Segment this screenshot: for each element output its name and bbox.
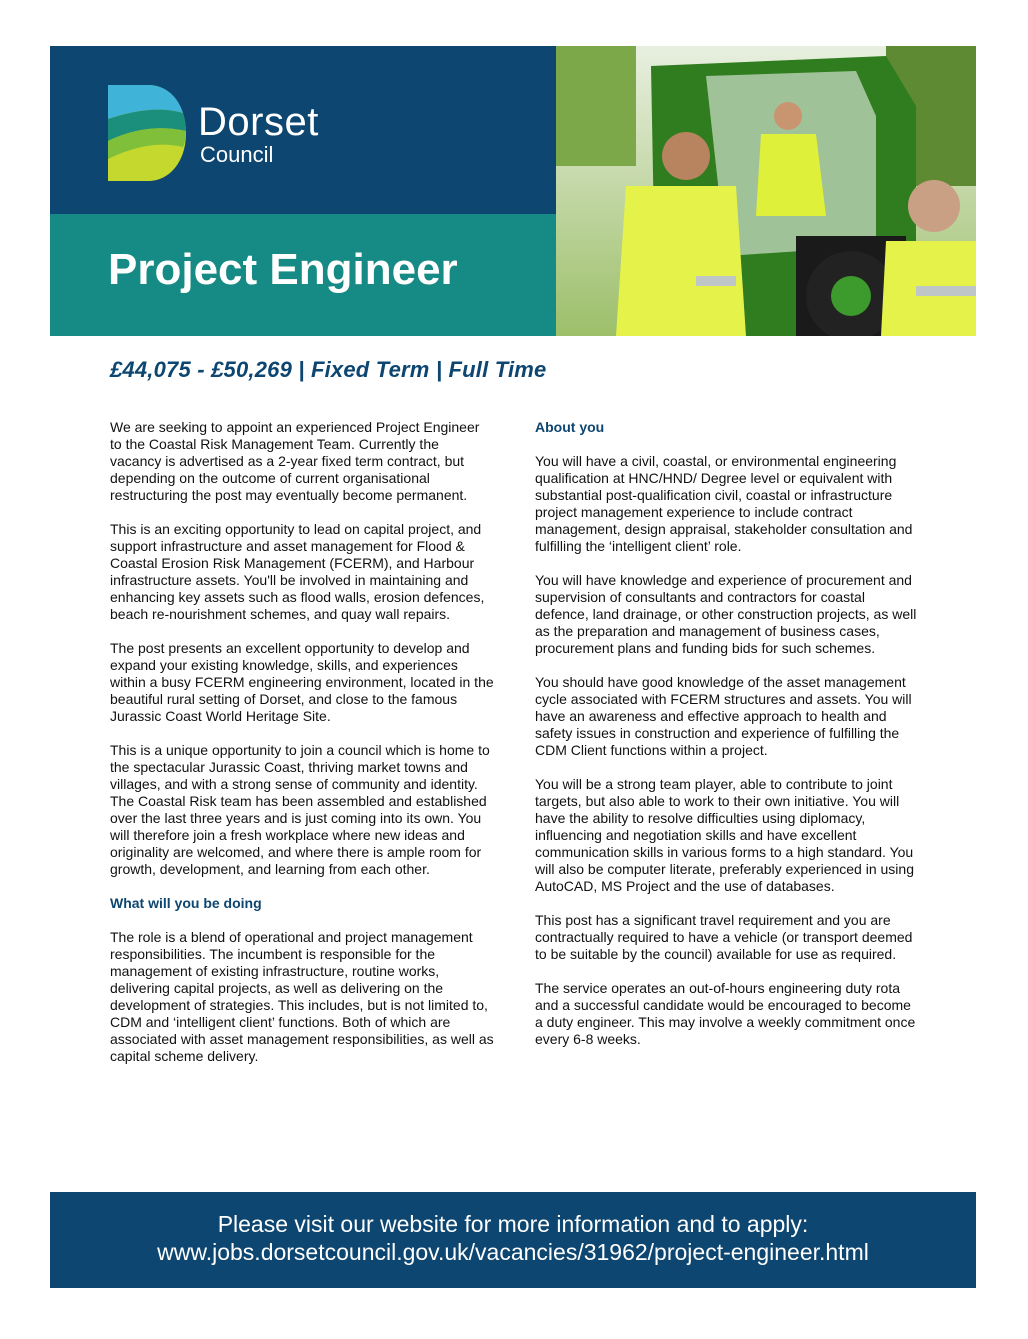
opportunity-paragraph: This is an exciting opportunity to lead on capital project, and support infrastructure and asset management for Flood & Coastal Erosion Risk Management (FCERM), and Harbour infrastructure assets. You'll be involved in maintaining and enhancing key assets such as flood walls, erosion defences, beach re-nourishment schemes, and quay wall repairs.: [110, 521, 485, 622]
team-paragraph: You will be a strong team player, able to contribute to joint targets, but also able to work to their own initiative. You will have the ability to resolve difficulties using diplomacy, influencing and negotiation skills and have excellent communication skills in various forms to a high standard. You will also be computer literate, preferably experienced in using AutoCAD, MS Project and the use of databases.: [535, 776, 914, 894]
doing-paragraph: The role is a blend of operational and project management responsibilities. The incumbent is responsible for the management of existing infrastructure, routine works, delivering capital projects, as well as delivering on the development of strategies. This includes, but is not limited to, CDM and ‘intelligent client’ functions. Both of which are associated with asset management responsibilities, as well as capital scheme delivery.: [110, 929, 494, 1064]
left-column: [110, 419, 494, 1082]
travel-paragraph: This post has a significant travel requirement and you are contractually required to have a vehicle (or transport deemed to be suitable by the council) available for use as required.: [535, 912, 913, 962]
develop-paragraph: The post presents an excellent opportunity to develop and expand your existing knowledge, skills, and experiences within a busy FCERM engineering environment, located in the beautiful rural setting of Dorset, and close to the famous Jurassic Coast World Heritage Site.: [110, 640, 494, 724]
doing-heading: What will you be doing: [110, 895, 262, 911]
apply-link[interactable]: www.jobs.dorsetcouncil.gov.uk/vacancies/31962/project-engineer.html: [157, 1239, 869, 1265]
footer-banner: [50, 1192, 976, 1288]
header-banner: [50, 46, 976, 336]
tractor-workers-photo: [556, 46, 976, 336]
footer-text: Please visit our website for more information and to apply:: [217, 1211, 809, 1237]
salary-line: £44,075 - £50,269 | Fixed Term | Full Time: [110, 357, 547, 382]
page-title: Project Engineer: [108, 245, 458, 294]
intro-paragraph: We are seeking to appoint an experienced Project Engineer to the Coastal Risk Management Team. Currently the vacancy is advertised as a 2-year fixed term contract, but depending on the outcome of current organisational restructuring the post may eventually become permanent.: [110, 419, 480, 503]
logo-subtitle: Council: [200, 142, 274, 167]
logo-title: Dorset: [198, 100, 319, 144]
right-column: [535, 419, 920, 1065]
about-heading: About you: [535, 419, 605, 435]
qualification-paragraph: You will have a civil, coastal, or environmental engineering qualification at HNC/HND/ Degree level or equivalent with substantial post-qualification civil, coastal or infrastructure project management experience to include contract management, design appraisal, stakeholder consultation and fulfilling the ‘intelligent client’ role.: [535, 453, 913, 554]
asset-paragraph: You should have good knowledge of the asset management cycle associated with FCERM structures and assets. You will have an awareness and effective approach to health and safety issues in construction and experience of fulfilling the CDM Client functions within a project.: [535, 674, 912, 758]
dorset-council-logo-icon: [108, 85, 186, 181]
banner-top-panel: [50, 46, 556, 214]
duty-paragraph: The service operates an out-of-hours engineering duty rota and a successful candidate would be encouraged to become a duty engineer. This may involve a weekly commitment once every 6-8 weeks.: [535, 980, 916, 1047]
unique-paragraph: This is a unique opportunity to join a council which is home to the spectacular Jurassic Coast, thriving market towns and villages, and with a strong sense of community and identity. The Coastal Risk team has been assembled and established over the last three years and is just coming into its own. You will therefore join a fresh workplace where new ideas and originality are welcomed, and where there is ample room for growth, development, and learning from each other.: [110, 742, 490, 877]
procurement-paragraph: You will have knowledge and experience of procurement and supervision of consultants and contractors for coastal defence, land drainage, or other construction projects, as well as the preparation and management of business cases, procurement plans and funding bids for such schemes.: [535, 572, 917, 656]
